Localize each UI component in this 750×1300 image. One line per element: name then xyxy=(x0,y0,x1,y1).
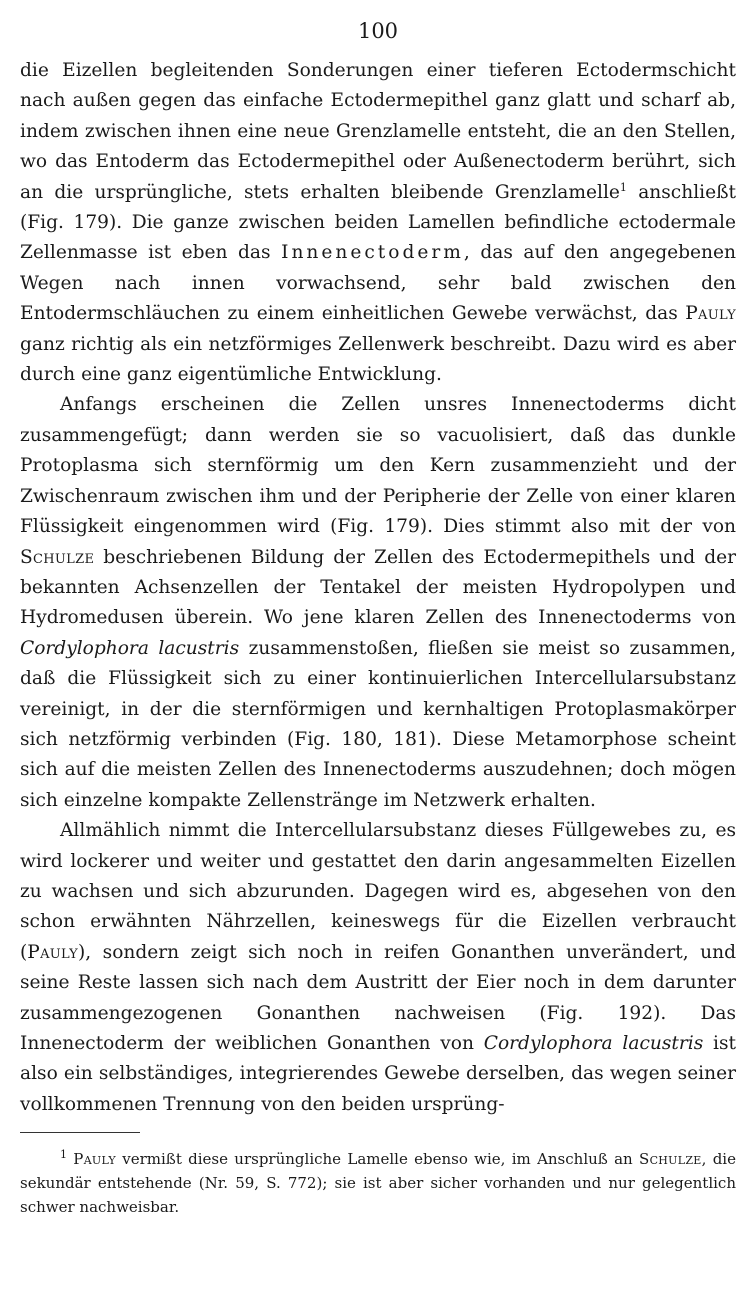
text-run: , die sekundär entstehende (Nr. 59, S. 772); sie ist aber sicher vorhanden und nur gelegentlich schwer nachweisbar. xyxy=(20,1150,736,1217)
text-run: Allmählich nimmt die Intercellularsubstanz dieses Füllgewebes zu, es wird lockerer und weiter und gestattet den darin angesammelten Eizellen zu wachsen und sich abzurunden. Dagegen wird es, abgesehen von den schon erwähnten Nährzellen, keineswegs für die Eizellen verbraucht ( xyxy=(20,820,736,963)
footnote-divider xyxy=(20,1132,140,1133)
species-name: Cordylophora lacustris xyxy=(483,1033,704,1054)
footnote-marker: 1 xyxy=(60,1148,67,1162)
paragraph xyxy=(20,390,736,816)
text-run: beschriebenen Bildung der Zellen des Ectodermepithels und der bekannten Achsenzellen der Tentakel der meisten Hydropolypen und Hydromedusen überein. Wo jene klaren Zellen des Innenectoderms von xyxy=(20,546,736,629)
author-name: Pauly xyxy=(73,1150,116,1169)
body-text xyxy=(20,56,736,1120)
author-name: Pauly xyxy=(27,941,79,963)
paragraph xyxy=(20,56,736,390)
emphasized-term: Innenectoderm xyxy=(281,242,464,264)
text-run: , das auf den angegebenen Wegen nach innen vorwachsend, sehr bald zwischen den Entodermschläuchen zu einem einheitlichen Gewebe verwächst, das xyxy=(20,242,736,325)
author-name: Schulze xyxy=(639,1150,702,1169)
author-name: Schulze xyxy=(20,546,95,568)
text-run: ), sondern zeigt sich noch in reifen Gonanthen unverändert, und seine Reste lassen sich nach dem Austritt der Eier noch in dem darunter zusammengezogenen Gonanthen nachweisen (Fig. 192). Das Innenectoderm der weiblichen Gonanthen von xyxy=(20,941,736,1054)
author-name: Pauly xyxy=(685,303,736,325)
text-run: zusammenstoßen, fließen sie meist so zusammen, daß die Flüssigkeit sich zu einer kontinuierlichen Intercellularsubstanz vereinigt, in der die sternförmigen und kernhaltigen Protoplasmakörper sich netzförmig verbinden (Fig. 180, 181). Diese Metamorphose scheint sich auf die meisten Zellen des Innenectoderms auszudehnen; doch mögen sich einzelne kompakte Zellenstränge im Netzwerk erhalten. xyxy=(20,637,736,811)
footnote xyxy=(20,1147,736,1219)
page-number: 100 xyxy=(357,19,399,43)
species-name: Cordylophora lacustris xyxy=(20,637,240,659)
text-run: anschließt (Fig. 179). Die ganze zwischen beiden Lamellen befindliche ectodermale Zellenmasse ist eben das xyxy=(20,181,736,264)
text-run: die Eizellen begleitenden Sonderungen einer tieferen Ectodermschicht nach außen gegen das einfache Ectodermepithel ganz glatt und scharf ab, indem zwischen ihnen eine neue Grenzlamelle entsteht, die an den Stellen, wo das Entoderm das Ectodermepithel oder Außenectoderm berührt, sich an die ursprüngliche, stets erhalten bleibende Grenzlamelle xyxy=(20,60,736,203)
footnote-marker: 1 xyxy=(619,180,627,194)
paragraph xyxy=(20,816,736,1120)
text-run: vermißt diese ursprüngliche Lamelle ebenso wie, im Anschluß an xyxy=(115,1150,639,1169)
text-run: Anfangs erscheinen die Zellen unsres Innenectoderms dicht zusammengefügt; dann werden sie so vacuolisiert, daß das dunkle Protoplasma sich sternförmig um den Kern zusammenzieht und der Zwischenraum zwischen ihm und der Peripherie der Zelle von einer klaren Flüssigkeit eingenommen wird (Fig. 179). Dies stimmt also mit der von xyxy=(20,394,736,538)
text-run: ganz richtig als ein netzförmiges Zellenwerk beschreibt. Dazu wird es aber durch eine ganz eigentümliche Entwicklung. xyxy=(20,333,736,386)
text-run: ist also ein selbständiges, integrierendes Gewebe derselben, das wegen seiner vollkommenen Trennung von den beiden ursprüng- xyxy=(20,1033,736,1115)
